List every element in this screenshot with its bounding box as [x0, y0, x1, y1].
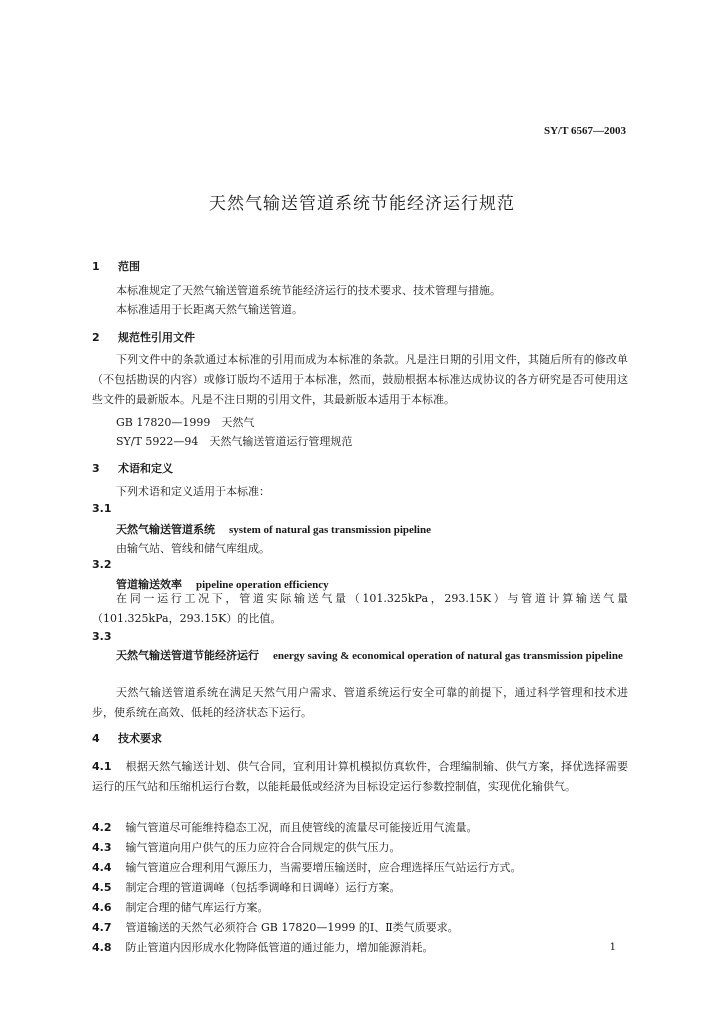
- item-text: 输气管道向用户供气的压力应符合合同规定的供气压力。: [125, 841, 401, 854]
- section-number: 4: [92, 732, 100, 745]
- section-number: 2: [92, 331, 100, 344]
- item-text: 制定合理的管道调峰（包括季调峰和日调峰）运行方案。: [125, 881, 401, 894]
- section-title: 技术要求: [118, 732, 162, 745]
- clause-number: 3.1: [92, 502, 112, 515]
- section-title: 规范性引用文件: [118, 331, 195, 344]
- requirement-item: [92, 757, 628, 797]
- term-heading: [116, 521, 431, 537]
- section-title: 术语和定义: [118, 462, 173, 475]
- item-number: 4.1: [92, 760, 112, 773]
- item-number: 4.8: [92, 941, 112, 954]
- term-en: energy saving & economical operation of natural gas transmission pipeline: [273, 650, 623, 662]
- paragraph: 下列文件中的条款通过本标准的引用而成为本标准的条款。凡是注日期的引用文件，其随后所有的修改单（不包括勘误的内容）或修订版均不适用于本标准，然而，鼓励根据本标准达成协议的各方研究是否可使用这些文件的最新版本。凡是不注日期的引用文件，其最新版本适用于本标准。: [92, 353, 628, 406]
- item-number: 4.6: [92, 901, 112, 914]
- item-number: 4.7: [92, 921, 112, 934]
- requirement-item: [92, 818, 628, 838]
- term-en: pipeline operation efficiency: [196, 579, 329, 591]
- term-cn: 天然气输送管道系统: [116, 523, 215, 536]
- section-4-heading: [92, 730, 162, 746]
- item-text: 防止管道内因形成水化物降低管道的通过能力，增加能源消耗。: [125, 941, 434, 954]
- term-cn: 天然气输送管道节能经济运行: [116, 649, 259, 662]
- standard-code: SY/T 6567—2003: [543, 125, 626, 137]
- item-number: 4.2: [92, 821, 112, 834]
- paragraph: 下列术语和定义适用于本标准：: [116, 485, 270, 498]
- requirement-item: [92, 918, 628, 938]
- section-3-heading: [92, 460, 173, 476]
- item-text: 输气管道应合理利用气源压力，当需要增压输送时，应合理选择压气站运行方式。: [125, 861, 522, 874]
- item-text: 根据天然气输送计划、供气合同，宜利用计算机模拟仿真软件，合理编制输、供气方案，择优选择需要运行的压气站和压缩机运行台数，以能耗最低或经济为目标设定运行参数控制值，实现优化输供气。: [92, 760, 628, 793]
- section-1-heading: [92, 258, 140, 274]
- document-title: 天然气输送管道系统节能经济运行规范: [209, 194, 515, 214]
- page-number: 1: [609, 942, 616, 953]
- paragraph: 本标准适用于长距离天然气输送管道。: [116, 303, 303, 316]
- term-definition: 由输气站、管线和储气库组成。: [116, 542, 270, 555]
- term-en: system of natural gas transmission pipeline: [229, 524, 431, 536]
- requirement-item: [92, 858, 628, 878]
- paragraph: 本标准规定了天然气输送管道系统节能经济运行的技术要求、技术管理与措施。: [116, 284, 501, 297]
- clause-number: 3.3: [92, 630, 112, 643]
- section-title: 范围: [118, 260, 140, 273]
- requirement-item: [92, 938, 592, 958]
- term-definition: 天然气输送管道系统在满足天然气用户需求、管道系统运行安全可靠的前提下，通过科学管理和技术进步，使系统在高效、低耗的经济状态下运行。: [92, 686, 628, 719]
- section-number: 3: [92, 462, 100, 475]
- item-text: 制定合理的储气库运行方案。: [125, 901, 269, 914]
- item-number: 4.5: [92, 881, 112, 894]
- clause-number: 3.2: [92, 558, 112, 571]
- section-number: 1: [92, 260, 100, 273]
- item-text: 管道输送的天然气必须符合 GB 17820—1999 的Ⅰ、Ⅱ类气质要求。: [125, 921, 459, 934]
- item-text: 输气管道尽可能维持稳态工况，而且使管线的流量尽可能接近用气流量。: [125, 821, 478, 834]
- section-2-heading: [92, 329, 195, 345]
- term-definition: 在同一运行工况下，管道实际输送气量（101.325kPa，293.15K）与管道计算输送气量（101.325kPa，293.15K）的比值。: [92, 592, 628, 625]
- term-cn: 管道输送效率: [116, 578, 182, 591]
- item-number: 4.3: [92, 841, 112, 854]
- reference-item: SY/T 5922—94 天然气输送管道运行管理规范: [116, 435, 353, 448]
- term-heading: [92, 646, 628, 666]
- reference-item: GB 17820—1999 天然气: [116, 416, 255, 429]
- requirement-item: [92, 878, 628, 898]
- requirement-item: [92, 898, 628, 918]
- requirement-item: [92, 838, 628, 858]
- item-number: 4.4: [92, 861, 112, 874]
